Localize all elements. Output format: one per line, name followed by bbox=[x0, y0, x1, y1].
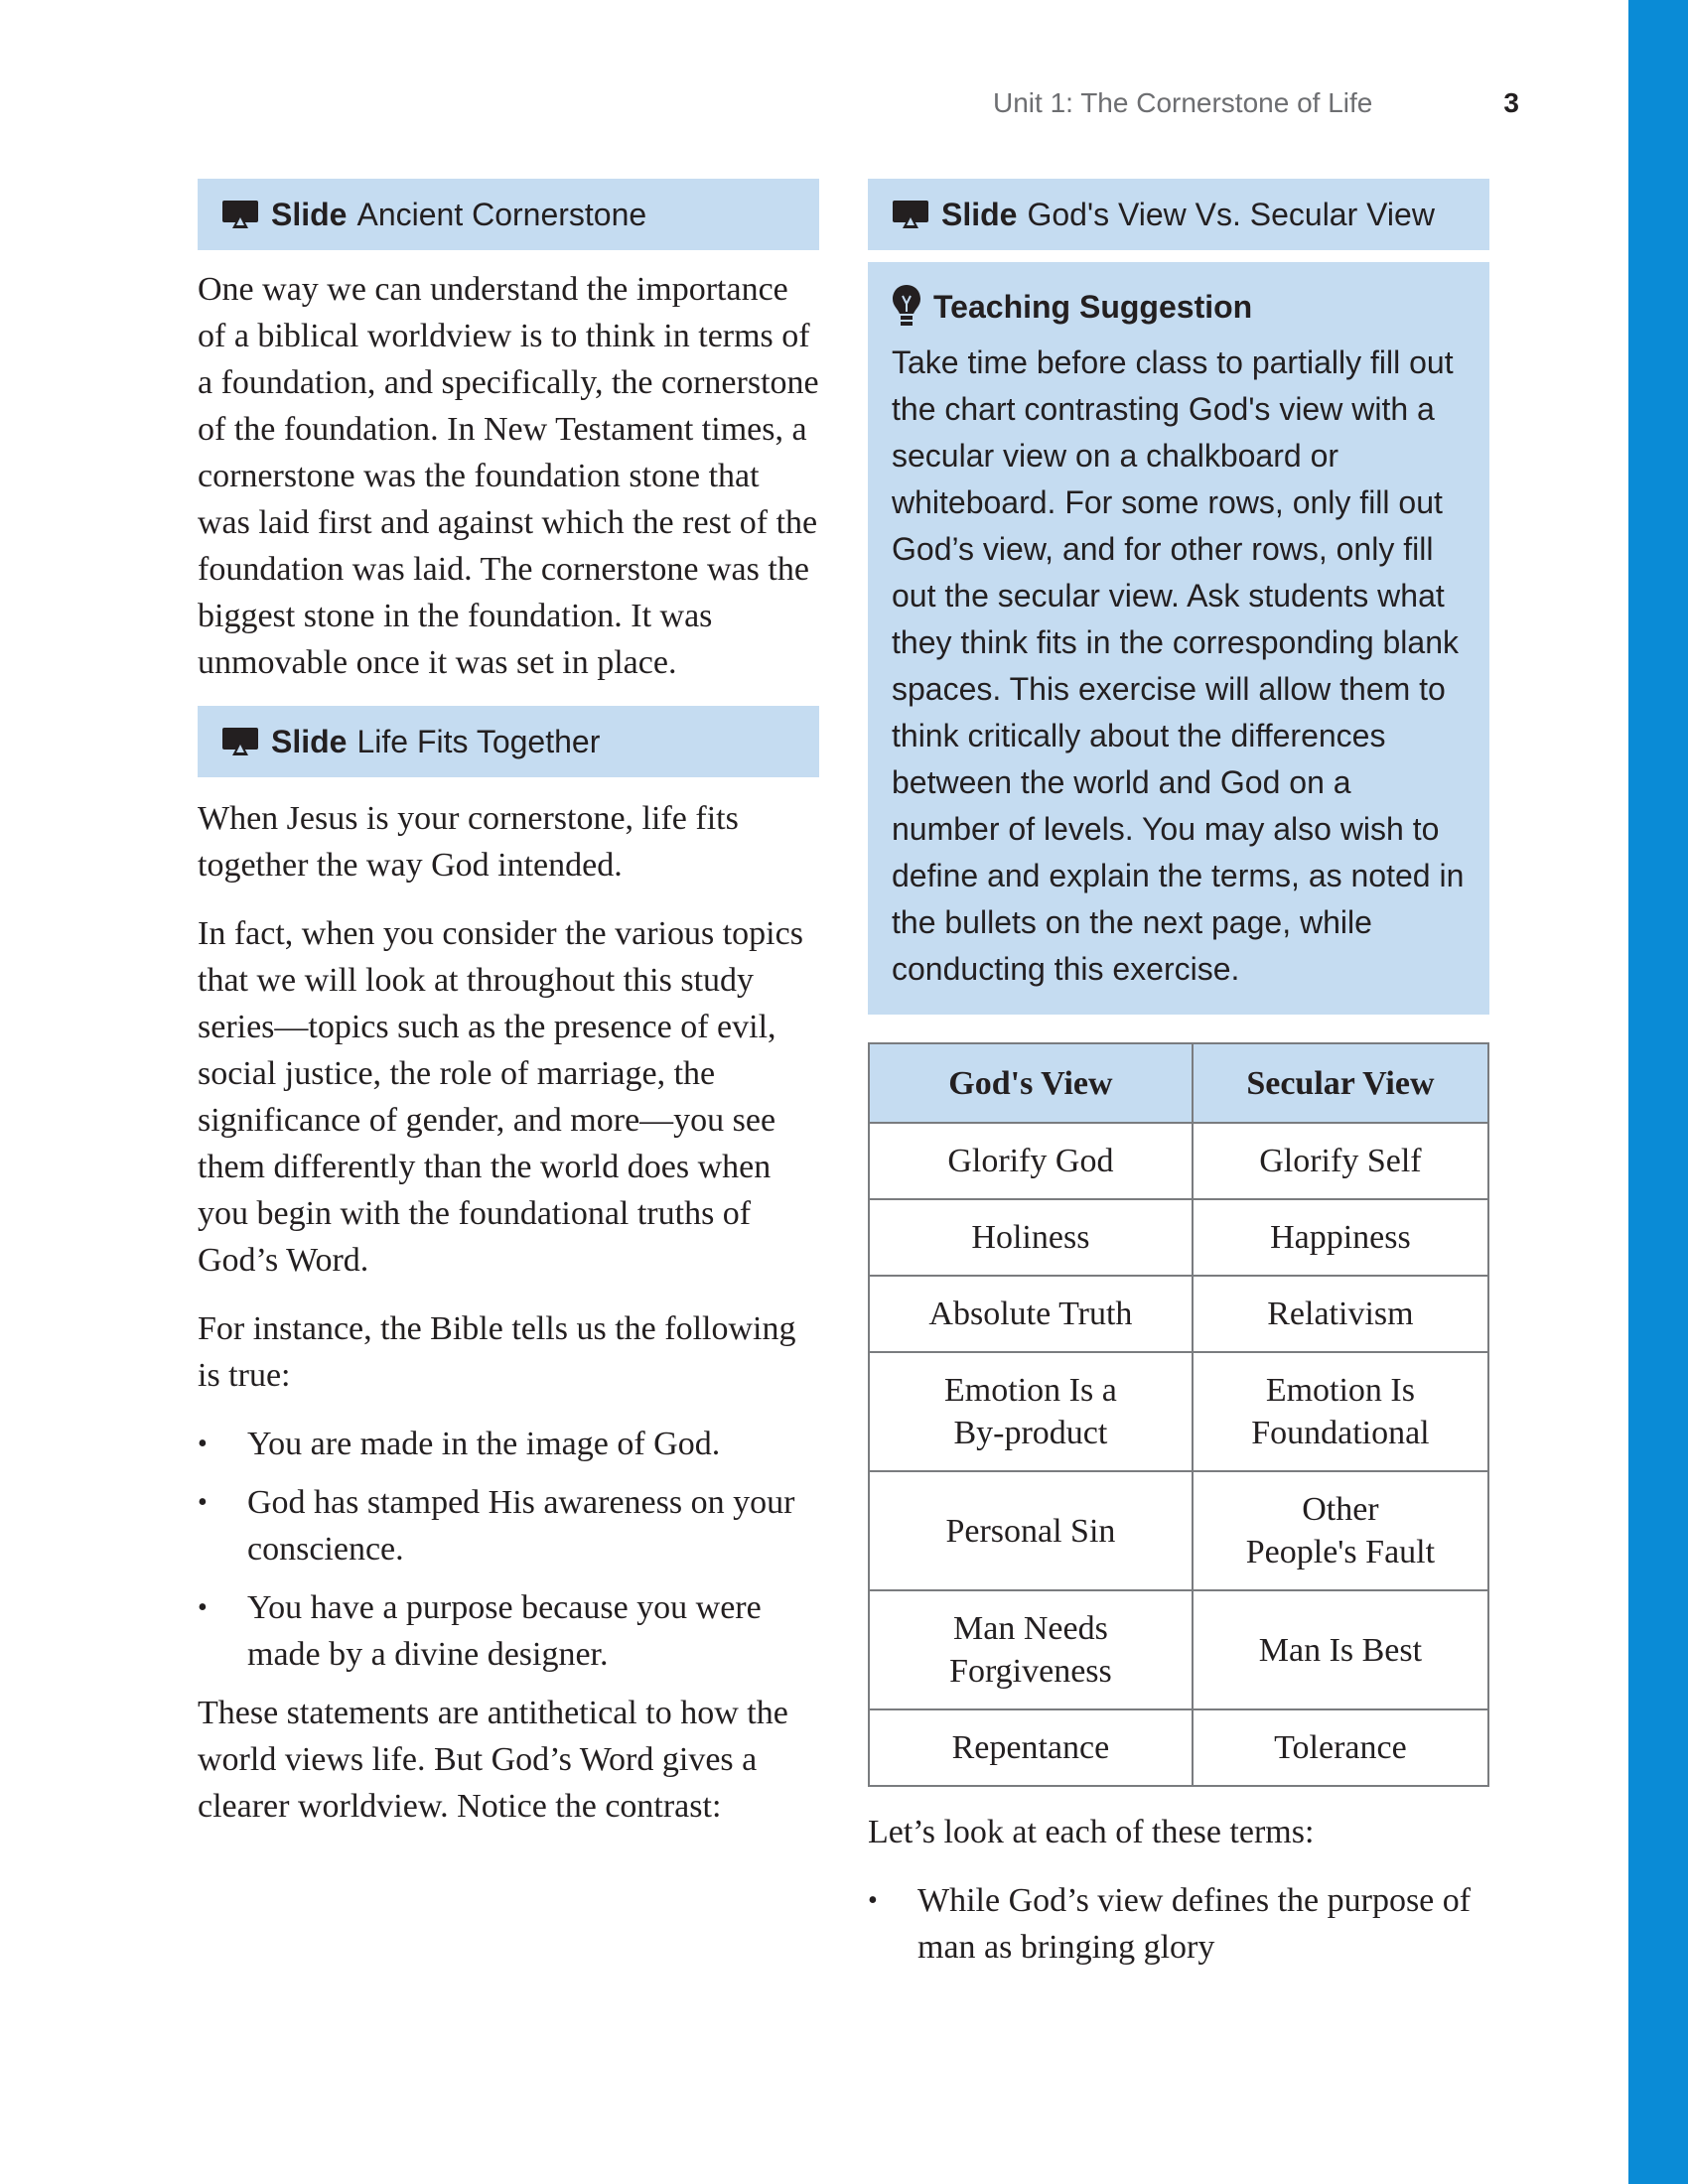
list-item: • You are made in the image of God. bbox=[198, 1421, 819, 1467]
column-header-secular-view: Secular View bbox=[1193, 1043, 1488, 1123]
table-cell: Happiness bbox=[1193, 1199, 1488, 1276]
teaching-suggestion-box bbox=[868, 262, 1489, 1015]
table-cell: Repentance bbox=[869, 1709, 1193, 1786]
teaching-suggestion-text: Take time before class to partially fill out the chart contrasting God's view with a secular view on a chalkboard or whiteboard. For some rows, only fill out God’s view, and for other rows, only fill out the secular view. Ask students what they think fits in the corresponding blank spaces. This exercise will allow them to think critically about the differences between the world and God on a number of levels. You may also wish to define and explain the terms, as noted in the bullets on the next page, while conducting this exercise. bbox=[892, 344, 1465, 987]
monitor-icon bbox=[892, 200, 929, 229]
slide-banner-ancient-cornerstone bbox=[198, 179, 819, 250]
lightbulb-icon bbox=[892, 284, 921, 330]
slide-label: Slide bbox=[271, 196, 348, 232]
bullet-dot: • bbox=[198, 1592, 208, 1623]
list-item: • God has stamped His awareness on your conscience. bbox=[198, 1479, 819, 1572]
paragraph-antithetical: These statements are antithetical to how the world views life. But God’s Word gives a clearer worldview. Notice the contrast: bbox=[198, 1695, 788, 1825]
table-row bbox=[869, 1471, 1488, 1590]
table-cell: Emotion Is Foundational bbox=[1193, 1352, 1488, 1471]
table-row bbox=[869, 1352, 1488, 1471]
bullet-dot: • bbox=[198, 1487, 208, 1518]
paragraph-topics: In fact, when you consider the various topics that we will look at throughout this study series—topics such as the presence of evil, social justice, the role of marriage, the significance of gender, and more—you see them differently than the world does when you begin with the foundational truths of God’s Word. bbox=[198, 915, 803, 1279]
slide-banner-gods-view bbox=[868, 179, 1489, 250]
monitor-icon bbox=[221, 727, 259, 756]
monitor-icon bbox=[221, 200, 259, 229]
table-cell: Glorify God bbox=[869, 1123, 1193, 1199]
truth-bullet-list bbox=[198, 1421, 819, 1678]
bullet-dot: • bbox=[868, 1885, 878, 1916]
list-item: • You have a purpose because you were made by a divine designer. bbox=[198, 1584, 819, 1678]
slide-title: Life Fits Together bbox=[356, 723, 601, 759]
paragraph-jesus-cornerstone: When Jesus is your cornerstone, life fits together the way God intended. bbox=[198, 800, 739, 884]
left-column bbox=[198, 179, 819, 1830]
slide-title: God's View Vs. Secular View bbox=[1027, 196, 1435, 232]
table-row bbox=[869, 1276, 1488, 1352]
running-header: Unit 1: The Cornerstone of Life bbox=[993, 87, 1373, 118]
table-header-row bbox=[869, 1043, 1488, 1123]
table-cell: Tolerance bbox=[1193, 1709, 1488, 1786]
column-header-gods-view: God's View bbox=[869, 1043, 1193, 1123]
bullet-dot: • bbox=[198, 1429, 208, 1459]
blue-side-bar bbox=[1628, 0, 1688, 2184]
slide-title: Ancient Cornerstone bbox=[356, 196, 647, 232]
table-cell: Emotion Is a By-product bbox=[869, 1352, 1193, 1471]
table-cell: Relativism bbox=[1193, 1276, 1488, 1352]
table-cell: Glorify Self bbox=[1193, 1123, 1488, 1199]
table-cell: Personal Sin bbox=[869, 1471, 1193, 1590]
paragraph-cornerstone: One way we can understand the importance of a biblical worldview is to think in terms of a foundation, and specifically, the cornerstone of the foundation. In New Testament times, a cornerstone was the foundation stone that was laid first and against which the rest of the foundation was laid. The cornerstone was the biggest stone in the foundation. It was unmovable once it was set in place. bbox=[198, 271, 819, 681]
table-cell: Absolute Truth bbox=[869, 1276, 1193, 1352]
teaching-suggestion-heading: Teaching Suggestion bbox=[892, 284, 1466, 330]
table-row bbox=[869, 1199, 1488, 1276]
table-cell: Holiness bbox=[869, 1199, 1193, 1276]
gods-view-vs-secular-view-table bbox=[868, 1042, 1489, 1787]
table-cell: Man Is Best bbox=[1193, 1590, 1488, 1709]
page-number: 3 bbox=[1503, 87, 1519, 118]
table-cell: Other People's Fault bbox=[1193, 1471, 1488, 1590]
table-cell: Man Needs Forgiveness bbox=[869, 1590, 1193, 1709]
list-item: • While God’s view defines the purpose of man as bringing glory bbox=[868, 1877, 1489, 1971]
table-row bbox=[869, 1123, 1488, 1199]
slide-label: Slide bbox=[271, 723, 348, 759]
terms-bullet-list bbox=[868, 1877, 1489, 1971]
slide-banner-life-fits-together bbox=[198, 706, 819, 777]
table-row bbox=[869, 1590, 1488, 1709]
table-row bbox=[869, 1709, 1488, 1786]
right-column bbox=[868, 179, 1489, 1982]
paragraph-for-instance: For instance, the Bible tells us the following is true: bbox=[198, 1310, 796, 1394]
slide-label: Slide bbox=[941, 196, 1018, 232]
paragraph-lets-look: Let’s look at each of these terms: bbox=[868, 1814, 1315, 1850]
